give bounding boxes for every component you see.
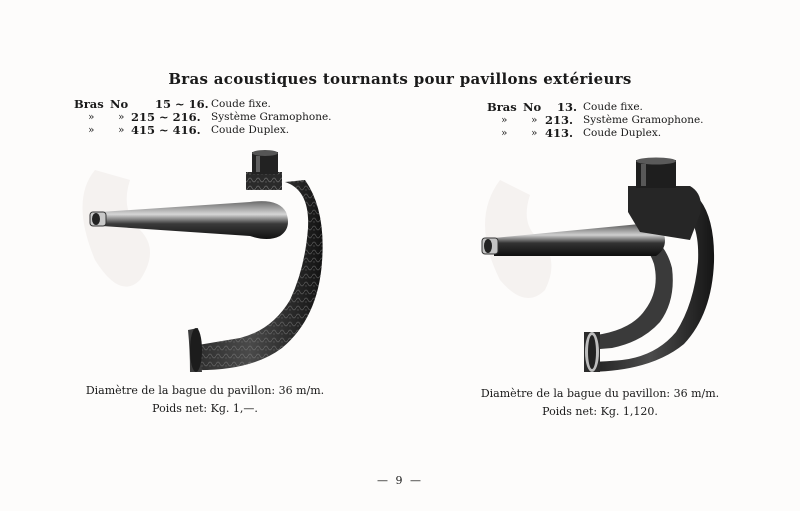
ring-diameter-text: Diamètre de la bague du pavillon: 36 m/m. [480, 387, 720, 400]
ring-diameter-text: Diamètre de la bague du pavillon: 36 m/m. [85, 384, 325, 397]
net-weight-text: Poids net: Kg. 1,—. [152, 402, 258, 415]
ditto-mark: » [118, 111, 125, 123]
net-weight-text: Poids net: Kg. 1,120. [542, 405, 658, 418]
spec-model-number: 213. [545, 113, 574, 127]
spec-model-number: 15 ~ 16. [155, 97, 209, 111]
ditto-mark: » [501, 114, 508, 126]
spec-model-number: 215 ~ 216. [131, 110, 201, 124]
spec-model-number: 413. [545, 126, 574, 140]
spec-description: Système Gramophone. [211, 111, 332, 123]
spec-label: Bras [74, 97, 104, 111]
spec-description: Coude Duplex. [211, 124, 290, 136]
spec-label: Bras [487, 100, 517, 114]
page-number: — 9 — [377, 474, 423, 487]
page-title: Bras acoustiques tournants pour pavillons extérieurs [168, 70, 632, 88]
ditto-mark: » [88, 111, 95, 123]
spec-description: Coude Duplex. [583, 127, 662, 139]
spec-model-number: 13. [557, 100, 578, 114]
ditto-mark: » [531, 127, 538, 139]
spec-description: Coude fixe. [211, 98, 271, 110]
spec-model-number: 415 ~ 416. [131, 123, 201, 137]
ditto-mark: » [501, 127, 508, 139]
ditto-mark: » [118, 124, 125, 136]
spec-description: Coude fixe. [583, 101, 643, 113]
spec-description: Système Gramophone. [583, 114, 704, 126]
spec-number-sign: No [523, 100, 542, 114]
ditto-mark: » [88, 124, 95, 136]
spec-number-sign: No [110, 97, 129, 111]
right-caption [455, 385, 745, 421]
ditto-mark: » [531, 114, 538, 126]
left-caption [60, 382, 350, 418]
